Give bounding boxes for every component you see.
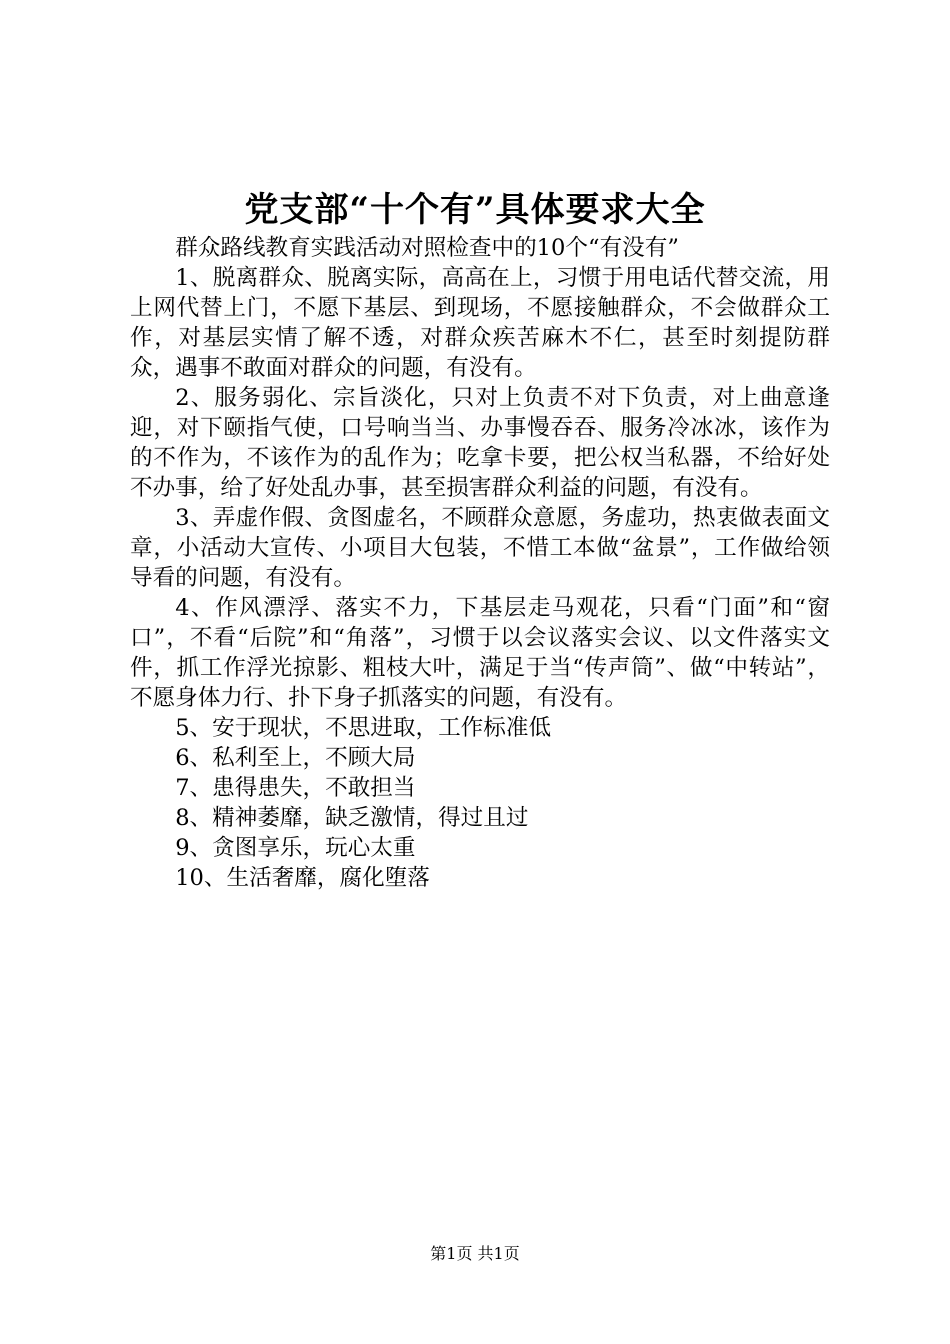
- document-body: [130, 233, 830, 893]
- list-item: 8、精神萎靡，缺乏激情，得过且过: [175, 805, 529, 831]
- page-number-footer: 第1页 共1页: [430, 1244, 520, 1263]
- intro-paragraph: 群众路线教育实践活动对照检查中的10个“有没有”: [175, 235, 679, 261]
- list-item: 1、脱离群众、脱离实际，高高在上，习惯于用电话代替交流，用上网代替上门，不愿下基层、到现场，不愿接触群众，不会做群众工作，对基层实情了解不透，对群众疾苦麻木不仁，甚至时刻提防群众，遇事不敢面对群众的问题，有没有。: [130, 265, 830, 381]
- list-item: 3、弄虚作假、贪图虚名，不顾群众意愿，务虚功，热衷做表面文章，小活动大宣传、小项目大包装，不惜工本做“盆景”，工作做给领导看的问题，有没有。: [130, 505, 830, 591]
- list-item: 5、安于现状，不思进取，工作标准低: [175, 715, 552, 741]
- list-item: 2、服务弱化、宗旨淡化，只对上负责不对下负责，对上曲意逢迎，对下颐指气使，口号响当当、办事慢吞吞、服务冷冰冰，该作为的不作为，不该作为的乱作为；吃拿卡要，把公权当私器，不给好处不办事，给了好处乱办事，甚至损害群众利益的问题，有没有。: [130, 385, 830, 501]
- document-title: 党支部“十个有”具体要求大全: [244, 190, 706, 230]
- list-item: 6、私利至上，不顾大局: [175, 745, 416, 771]
- list-item: 10、生活奢靡，腐化堕落: [175, 865, 430, 891]
- list-item: 4、作风漂浮、落实不力，下基层走马观花，只看“门面”和“窗口”，不看“后院”和“角落”，习惯于以会议落实会议、以文件落实文件，抓工作浮光掠影、粗枝大叶，满足于当“传声筒”、做“中转站”，不愿身体力行、扑下身子抓落实的问题，有没有。: [130, 595, 830, 711]
- list-item: 7、患得患失，不敢担当: [175, 775, 416, 801]
- list-item: 9、贪图享乐，玩心太重: [175, 835, 416, 861]
